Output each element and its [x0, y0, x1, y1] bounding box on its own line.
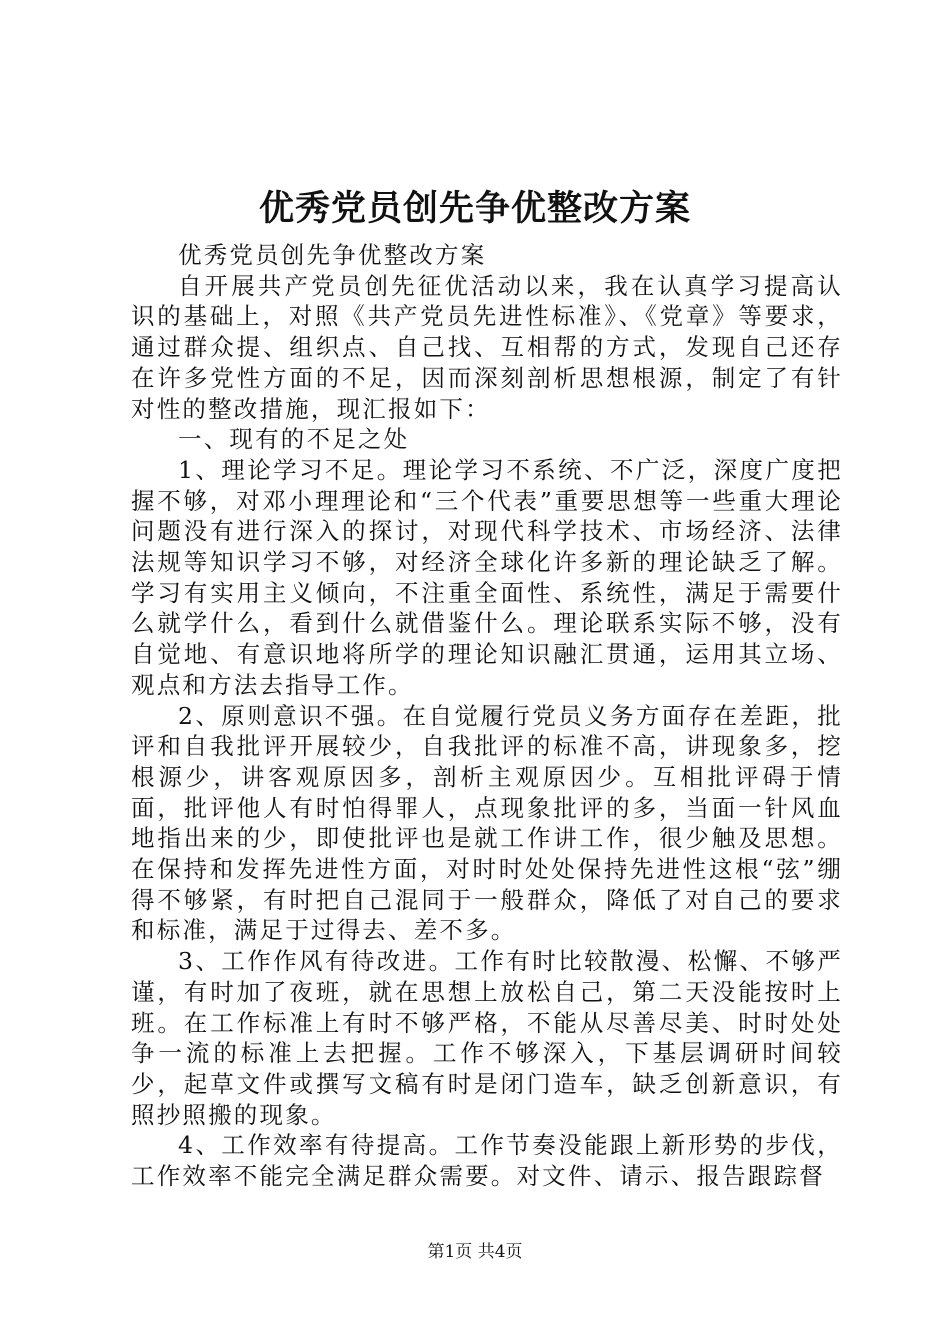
document-title: 优秀党员创先争优整改方案: [258, 188, 691, 229]
paragraph-item-1: 1、理论学习不足。理论学习不系统、不广泛，深度广度把握不够，对邓小理理论和“三个代表”重要思想等一些重大理论问题没有进行深入的探讨，对现代科学技术、市场经济、法律法规等知识学习不够，对经济全球化许多新的理论缺乏了解。学习有实用主义倾向，不注重全面性、系统性，满足于需要什么就学什么，看到什么就借鉴什么。理论联系实际不够，没有自觉地、有意识地将所学的理论知识融汇贯通，运用其立场、观点和方法去指导工作。: [131, 455, 843, 699]
page-footer: 第1页 共4页: [427, 1242, 523, 1262]
paragraph-item-4: 4、工作效率有待提高。工作节奏没能跟上新形势的步伐，工作效率不能完全满足群众需要。对文件、请示、报告跟踪督: [131, 1131, 843, 1191]
section-heading: 一、现有的不足之处: [178, 425, 410, 454]
paragraph-item-2: 2、原则意识不强。在自觉履行党员义务方面存在差距，批评和自我批评开展较少，自我批评的标准不高，讲现象多，挖根源少，讲客观原因多，剖析主观原因少。互相批评碍于情面，批评他人有时怕得罪人，点现象批评的多，当面一针风血地指出来的少，即使批评也是就工作讲工作，很少触及思想。在保持和发挥先进性方面，对时时处处保持先进性这根“弦”绷得不够紧，有时把自己混同于一般群众，降低了对自己的要求和标准，满足于过得去、差不多。: [131, 701, 843, 945]
paragraph-item-3: 3、工作作风有待改进。工作有时比较散漫、松懈、不够严谨，有时加了夜班，就在思想上放松自己，第二天没能按时上班。在工作标准上有时不够严格，不能从尽善尽美、时时处处争一流的标准上去把握。工作不够深入，下基层调研时间较少，起草文件或撰写文稿有时是闭门造车，缺乏创新意识，有照抄照搬的现象。: [131, 947, 843, 1129]
paragraph-subtitle: 优秀党员创先争优整改方案: [178, 241, 487, 269]
document-body: [131, 240, 843, 1192]
paragraph-intro: 自开展共产党员创先征优活动以来，我在认真学习提高认识的基础上，对照《共产党员先进性标准》、《党章》等要求，通过群众提、组织点、自己找、互相帮的方式，发现自己还存在许多党性方面的不足，因而深刻剖析思想根源，制定了有针对性的整改措施，现汇报如下：: [131, 271, 843, 423]
